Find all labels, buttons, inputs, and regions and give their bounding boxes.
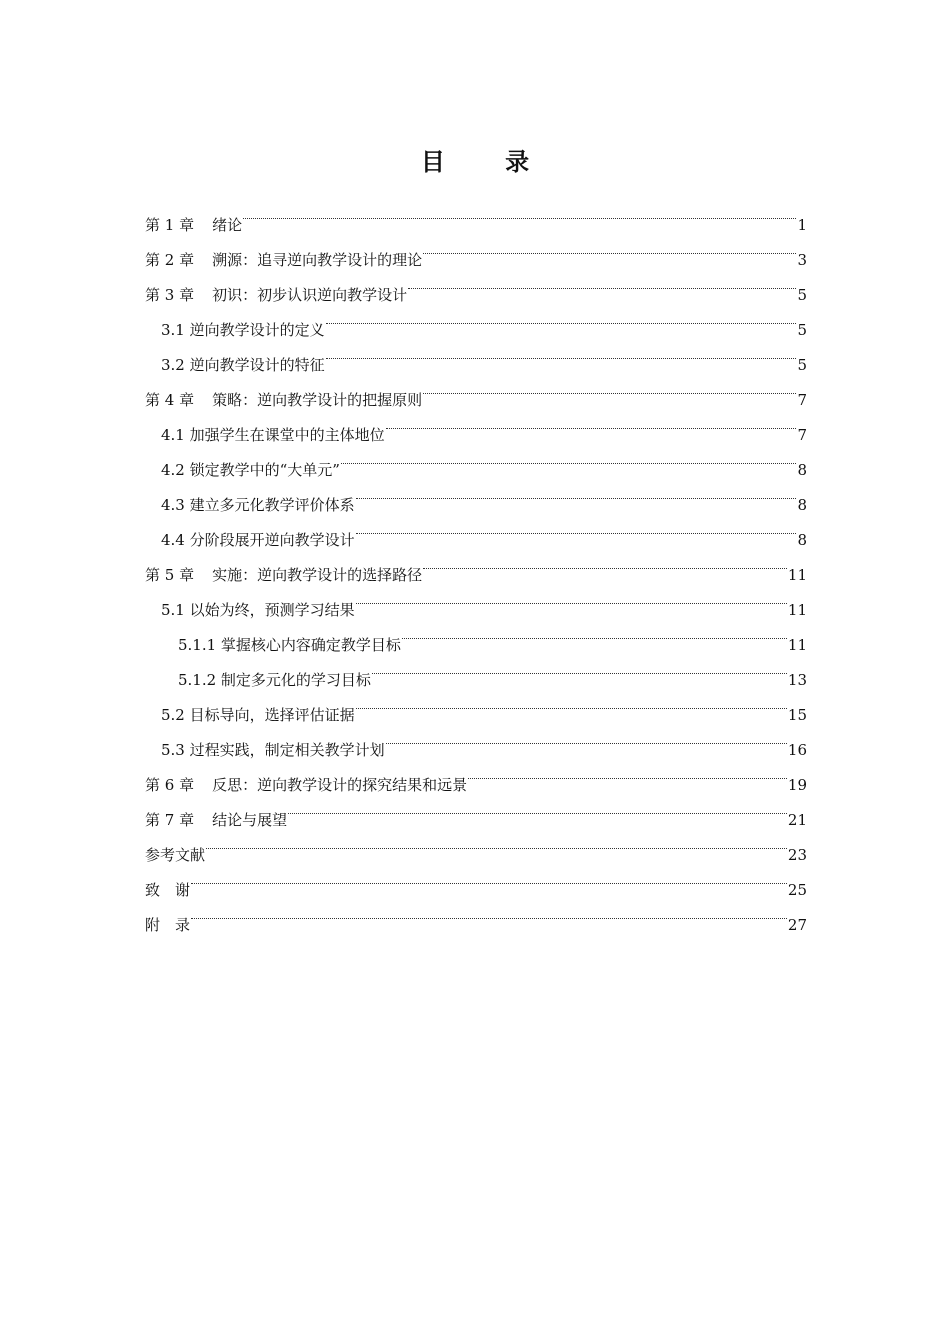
toc-entry-text: 反思：逆向教学设计的探究结果和远景 (212, 776, 468, 794)
toc-chapter-number: 第 3 章 (145, 286, 195, 304)
toc-dot-leader (468, 755, 787, 790)
toc-entry[interactable] (145, 895, 807, 934)
toc-page-number: 11 (787, 601, 807, 619)
toc-dot-leader (356, 510, 797, 545)
toc-entry-label (161, 523, 355, 558)
toc-entry-text: 策略：逆向教学设计的把握原则 (212, 391, 423, 409)
toc-entry-label (145, 873, 190, 908)
toc-page-number: 23 (787, 846, 807, 864)
toc-entry-text: 4.2 锁定教学中的“大单元” (161, 461, 340, 479)
toc-dot-leader (326, 335, 797, 370)
toc-chapter-number: 第 7 章 (145, 811, 195, 829)
toc-page-number: 27 (787, 916, 807, 934)
toc-entry-label (178, 628, 401, 663)
toc-page-number: 7 (797, 426, 807, 444)
toc-entry-text: 参考文献 (145, 846, 206, 864)
toc-dot-leader (341, 440, 796, 475)
toc-entry-text: 4.3 建立多元化教学评价体系 (161, 496, 355, 514)
toc-dot-leader (288, 790, 787, 825)
toc-chapter-number: 第 6 章 (145, 776, 195, 794)
toc-entry-text: 初识：初步认识逆向教学设计 (212, 286, 408, 304)
toc-dot-leader (386, 720, 787, 755)
toc-entry-label (161, 453, 340, 488)
toc-entry-label (161, 593, 355, 628)
toc-entry-text: 5.1 以始为终，预测学习结果 (161, 601, 355, 619)
toc-page-number: 25 (787, 881, 807, 899)
toc-entry-text: 附 录 (145, 916, 191, 934)
toc-dot-leader (423, 230, 796, 265)
toc-dot-leader (356, 580, 787, 615)
toc-page-number: 19 (787, 776, 807, 794)
toc-entry-text: 3.1 逆向教学设计的定义 (161, 321, 325, 339)
toc-entry-text: 5.1.2 制定多元化的学习目标 (178, 671, 371, 689)
toc-chapter-number: 第 4 章 (145, 391, 195, 409)
toc-entry-label (178, 663, 371, 698)
toc-entry-text: 5.3 过程实践，制定相关教学计划 (161, 741, 385, 759)
toc-entry[interactable] (145, 195, 807, 234)
toc-dot-leader (408, 265, 796, 300)
toc-entry-label (161, 348, 325, 383)
toc-entry-label (161, 488, 355, 523)
toc-dot-leader (356, 475, 797, 510)
toc-entry-text: 4.1 加强学生在课堂中的主体地位 (161, 426, 385, 444)
toc-page-number: 13 (787, 671, 807, 689)
toc-chapter-number: 第 2 章 (145, 251, 195, 269)
toc-entry-label (145, 383, 422, 418)
toc-page-number: 8 (797, 531, 807, 549)
toc-entry[interactable] (145, 825, 807, 864)
toc-page-number: 7 (797, 391, 807, 409)
toc-list (145, 195, 807, 934)
toc-entry-label (145, 208, 242, 243)
toc-dot-leader (402, 615, 787, 650)
toc-entry-text: 实施：逆向教学设计的选择路径 (212, 566, 423, 584)
toc-dot-leader (191, 895, 787, 930)
toc-dot-leader (243, 195, 796, 230)
toc-entry[interactable] (145, 230, 807, 269)
toc-page-number: 8 (797, 461, 807, 479)
toc-entry-label (161, 698, 355, 733)
toc-page-number: 11 (787, 566, 807, 584)
toc-dot-leader (206, 825, 787, 860)
toc-entry-text: 5.2 目标导向，选择评估证据 (161, 706, 355, 724)
toc-page-number: 5 (797, 321, 807, 339)
toc-page-number: 5 (797, 356, 807, 374)
toc-entry-label (161, 313, 325, 348)
toc-chapter-number: 第 1 章 (145, 216, 195, 234)
toc-dot-leader (326, 300, 797, 335)
toc-entry[interactable] (145, 860, 807, 899)
toc-page-number: 11 (787, 636, 807, 654)
toc-dot-leader (191, 860, 787, 895)
toc-page-number: 3 (797, 251, 807, 269)
toc-page-number: 5 (797, 286, 807, 304)
toc-entry-text: 绪论 (212, 216, 243, 234)
toc-dot-leader (372, 650, 787, 685)
toc-entry-label (161, 733, 385, 768)
toc-dot-leader (386, 405, 797, 440)
toc-page-number: 16 (787, 741, 807, 759)
toc-page-number: 8 (797, 496, 807, 514)
toc-entry-label (145, 243, 422, 278)
toc-page-number: 21 (787, 811, 807, 829)
toc-entry-text: 3.2 逆向教学设计的特征 (161, 356, 325, 374)
toc-dot-leader (423, 545, 787, 580)
toc-entry-text: 致 谢 (145, 881, 191, 899)
toc-page-number: 15 (787, 706, 807, 724)
toc-entry-text: 4.4 分阶段展开逆向教学设计 (161, 531, 355, 549)
toc-title: 目 录 (420, 147, 556, 176)
toc-page-number: 1 (797, 216, 807, 234)
toc-dot-leader (423, 370, 796, 405)
toc-entry-text: 结论与展望 (212, 811, 288, 829)
toc-entry-text: 5.1.1 掌握核心内容确定教学目标 (178, 636, 401, 654)
toc-chapter-number: 第 5 章 (145, 566, 195, 584)
toc-entry-text: 溯源：追寻逆向教学设计的理论 (212, 251, 423, 269)
toc-entry-label (145, 908, 190, 943)
toc-dot-leader (356, 685, 787, 720)
